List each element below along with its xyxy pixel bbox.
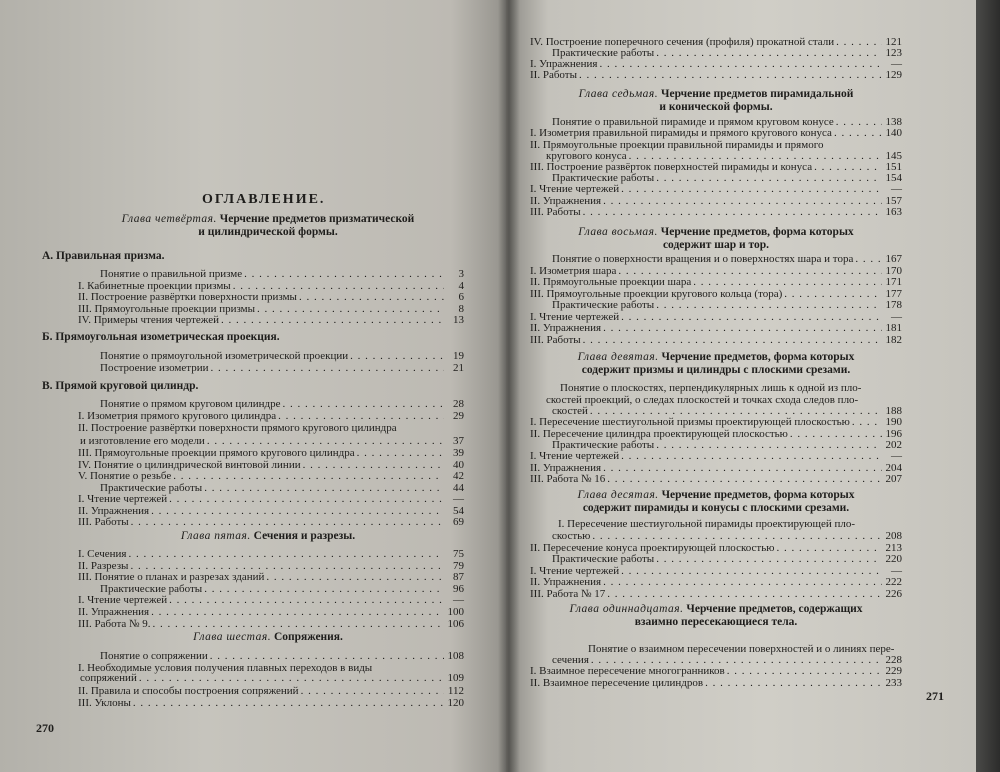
toc-entry-page: 129 — [885, 69, 902, 81]
toc-entry-title: Понятие о правильной призме — [100, 268, 243, 280]
toc-entry-title: Понятие о прямом круговом цилиндре — [100, 398, 281, 410]
toc-entry-title: II. Упражнения — [530, 461, 602, 474]
toc-entry-page: 123 — [885, 47, 902, 59]
toc-entry-title: I. Взаимное пересечение многогранников — [530, 665, 725, 678]
toc-entry-title: III. Прямоугольные проекции прямого кругового цилиндра — [78, 447, 355, 459]
toc-entry-page: 220 — [885, 553, 902, 565]
toc-row — [530, 588, 902, 601]
toc-entry-page: 39 — [453, 447, 464, 459]
toc-entry-title: II. Пересечение конуса проектирующей плоскостью — [530, 541, 775, 554]
chapter-9-heading — [530, 351, 902, 377]
toc-entry-page: 177 — [885, 287, 902, 300]
toc-entry-page: — — [453, 493, 464, 505]
chapter-4-title-line1: Черчение предметов призматической — [219, 213, 415, 225]
toc-entry-title: I. Чтение чертежей — [530, 564, 620, 577]
toc-entry-page: 228 — [885, 654, 902, 666]
chapter-5-heading — [72, 530, 464, 543]
toc-entry-title: I. Чтение чертежей — [530, 310, 620, 323]
toc-entry-title: Практические работы — [552, 172, 655, 185]
chapter-10-heading — [530, 489, 902, 515]
toc-entry-title: III. Работы — [530, 333, 581, 346]
toc-entry-title: IV. Построение поперечного сечения (профиля) прокатной стали — [530, 36, 835, 48]
toc-entry-title: II. Взаимное пересечение цилиндров — [530, 676, 704, 689]
toc-entry-title: I. Чтение чертежей — [78, 493, 168, 505]
toc-entry-page: 108 — [447, 650, 464, 662]
toc-entry-title: III. Работа № 16 — [530, 472, 606, 485]
toc-entry-page: 190 — [885, 416, 902, 429]
toc-entry-title: III. Прямоугольные проекции призмы — [78, 302, 256, 315]
dot-leader — [282, 398, 444, 411]
chapter-10-title-line2: содержит пирамиды и конусы с плоскими срезами. — [582, 502, 850, 514]
toc-row — [78, 516, 464, 529]
toc-entry-page: 13 — [453, 314, 464, 327]
toc-entry-title: Практические работы — [100, 481, 203, 494]
toc-entry-title: II. Прямоугольные проекции шара — [530, 276, 692, 288]
chapter-11-label: Глава одиннадцатая. — [569, 603, 684, 615]
page-number-right: 271 — [926, 689, 944, 703]
chapter-10-intro: I. Пересечение шестиугольной пирамиды проектирующей пло- — [558, 518, 856, 530]
toc-entry-title: I. Изометрия прямого кругового цилиндра — [78, 410, 277, 423]
toc-entry-title: II. Пересечение цилиндра проектирующей плоскостью — [530, 427, 788, 440]
toc-entry-page: 4 — [458, 279, 464, 292]
toc-entry-page: — — [891, 450, 902, 463]
toc-entry-page: 75 — [453, 548, 464, 560]
toc-entry-title: IV. Понятие о цилиндрической винтовой линии — [78, 458, 301, 471]
toc-row — [100, 398, 464, 411]
toc-entry-title: II. Работы — [530, 69, 577, 81]
toc-entry-page: 138 — [885, 116, 902, 128]
chapter-9-intro-line2: скостей проекций, о следах плоскостей и точках схода следов пло- — [546, 394, 859, 406]
toc-entry-title: II. Прямоугольные проекции правильной пирамиды и прямого — [530, 138, 824, 151]
toc-entry-page: 171 — [885, 276, 902, 288]
toc-row-continuation: сопряжений . . . 109 — [80, 672, 464, 685]
toc-entry-page: 44 — [453, 481, 464, 494]
chapter-11-title-line1: Черчение предметов, содержащих — [686, 603, 863, 615]
toc-entry-page: 121 — [885, 36, 902, 48]
toc-entry-title: I. Кабинетные проекции призмы — [78, 279, 231, 292]
toc-entry-page: 54 — [453, 504, 464, 517]
chapter-8-heading — [530, 226, 902, 252]
chapter-4-title-line2: и цилиндрической формы. — [198, 226, 338, 238]
chapter-6-label: Глава шестая. — [193, 631, 272, 643]
dot-leader — [153, 618, 444, 631]
chapter-9-intro-line1: Понятие о плоскостях, перпендикулярных лишь к одной из пло- — [560, 382, 862, 394]
chapter-9-label: Глава девятая. — [577, 351, 659, 363]
toc-entry-page: 151 — [885, 161, 902, 173]
dot-leader — [579, 69, 882, 82]
toc-entry-page: 213 — [885, 541, 902, 554]
chapter-8-title-line1: Черчение предметов, форма которых — [660, 226, 854, 238]
right-page — [506, 0, 978, 772]
toc-row — [530, 677, 902, 690]
toc-entry-page: 170 — [885, 264, 902, 277]
toc-entry-page: 21 — [453, 362, 464, 374]
toc-entry-page: 42 — [453, 470, 464, 482]
toc-entry-page: 233 — [885, 676, 902, 689]
chapter-6-title: Сопряжения. — [273, 631, 343, 643]
toc-row-continuation: кругового конуса . . . 145 — [546, 150, 902, 163]
section-a-heading: А. Правильная призма. — [42, 250, 165, 262]
toc-entry-page: 8 — [458, 302, 464, 315]
toc-entry-page: 207 — [885, 472, 902, 485]
toc-entry-title: III. Работа № 17 — [530, 587, 606, 600]
toc-entry-title: скостью — [552, 530, 591, 542]
chapter-7-heading — [530, 88, 902, 114]
toc-entry-title: I. Пересечение шестиугольной призмы проектирующей плоскостью — [530, 416, 850, 429]
toc-entry-title: II. Разрезы — [78, 559, 129, 572]
toc-entry-title: II. Упражнения — [78, 504, 150, 517]
toc-entry-title: III. Работы — [78, 516, 129, 528]
toc-entry-page: — — [891, 310, 902, 323]
toc-row-continuation: и изготовление его модели . . . 37 — [80, 435, 464, 448]
toc-entry-page: 79 — [453, 559, 464, 572]
dot-leader — [607, 588, 882, 601]
toc-entry-title: I. Упражнения — [530, 58, 598, 70]
toc-entry-page: 100 — [447, 606, 464, 618]
toc-row — [78, 422, 464, 435]
toc-entry-title: Построение изометрии — [100, 362, 209, 374]
chapter-10-title-line1: Черчение предметов, форма которых — [661, 489, 855, 501]
dot-leader — [210, 362, 444, 375]
toc-entry-page: 157 — [885, 194, 902, 207]
chapter-11-heading — [530, 603, 902, 629]
toc-title: ОГЛАВЛЕНИЕ. — [202, 192, 326, 207]
toc-entry-page: 178 — [885, 299, 902, 311]
chapter-7-title-line1: Черчение предметов пирамидальной — [661, 88, 854, 100]
chapter-8-label: Глава восьмая. — [578, 226, 658, 238]
toc-entry-page: 204 — [885, 461, 902, 474]
toc-entry-title: Практические работы — [552, 438, 655, 451]
toc-entry-page: — — [891, 564, 902, 577]
toc-row — [530, 206, 902, 219]
toc-entry-page: 167 — [885, 253, 902, 265]
toc-entry-page: 202 — [885, 438, 902, 451]
section-b-heading: Б. Прямоугольная изометрическая проекция. — [42, 331, 280, 343]
toc-entry-title: Практические работы — [552, 47, 655, 59]
toc-entry-title: III. Понятие о планах и разрезах зданий — [78, 571, 265, 584]
dot-leader — [278, 410, 444, 423]
toc-entry-title: скостей — [552, 405, 588, 417]
toc-row — [100, 362, 464, 375]
toc-entry-page: 226 — [885, 587, 902, 600]
toc-entry-page: 181 — [885, 322, 902, 334]
toc-entry-page: 208 — [885, 530, 902, 542]
toc-entry-page: 19 — [453, 350, 464, 362]
toc-entry-page: 120 — [447, 697, 464, 709]
toc-row — [78, 697, 464, 710]
dot-leader — [583, 334, 882, 347]
toc-entry-title: I. Чтение чертежей — [530, 450, 620, 463]
chapter-11-intro: Понятие о взаимном пересечении поверхностей и о линиях пере- — [588, 643, 895, 655]
toc-entry-title: III. Работа № 9. — [78, 617, 151, 630]
toc-entry-title: I. Изометрия шара — [530, 264, 617, 277]
chapter-9-title-line1: Черчение предметов, форма которых — [661, 351, 855, 363]
toc-entry-title: V. Понятие о резьбе — [78, 470, 172, 482]
toc-entry-page: 140 — [885, 127, 902, 140]
toc-entry-page: 106 — [447, 617, 464, 630]
toc-entry-page: 29 — [453, 410, 464, 423]
toc-entry-page: — — [453, 594, 464, 607]
toc-entry-page: 196 — [885, 427, 902, 440]
toc-entry-title: I. Необходимые условия получения плавных переходов в виды — [78, 662, 373, 674]
toc-entry-page: 40 — [453, 458, 464, 471]
toc-entry-page: 3 — [458, 268, 464, 280]
chapter-5-label: Глава пятая. — [180, 530, 251, 542]
toc-entry-title: II. Построение развёртки поверхности прямого кругового цилиндра — [78, 422, 397, 435]
toc-entry-page: 188 — [885, 405, 902, 417]
toc-entry-page: 154 — [885, 172, 902, 185]
toc-entry-title: III. Построение развёрток поверхностей пирамиды и конуса — [530, 161, 813, 173]
section-v-heading: В. Прямой круговой цилиндр. — [42, 380, 199, 392]
chapter-5-title: Сечения и разрезы. — [253, 530, 356, 542]
dot-leader — [705, 677, 882, 690]
toc-entry-title: IV. Примеры чтения чертежей — [78, 314, 219, 327]
toc-entry-title: II. Упражнения — [530, 322, 602, 334]
toc-entry-title: Понятие о поверхности вращения и о поверхностях шара и тора — [552, 253, 854, 265]
dot-leader — [133, 697, 444, 710]
toc-entry-page: 229 — [885, 665, 902, 678]
book-cover-edge — [976, 0, 1000, 772]
toc-entry-page: 112 — [447, 685, 464, 697]
toc-row — [530, 334, 902, 347]
chapter-10-label: Глава десятая. — [577, 489, 659, 501]
toc-entry-page: 87 — [453, 571, 464, 584]
chapter-6-heading — [72, 631, 464, 644]
toc-entry-page: 6 — [458, 291, 464, 304]
toc-entry-title: II. Построение развёртки поверхности призмы — [78, 291, 297, 304]
dot-leader — [131, 516, 444, 529]
toc-row — [78, 618, 464, 631]
page-number-left: 270 — [36, 721, 54, 735]
book-spine-shadow — [498, 0, 520, 772]
toc-entry-title: Понятие о прямоугольной изометрической проекции — [100, 350, 349, 362]
toc-entry-title: III. Прямоугольные проекции кругового кольца (тора) — [530, 287, 783, 300]
toc-row — [78, 410, 464, 423]
toc-entry-title: I. Чтение чертежей — [78, 594, 168, 607]
toc-row — [78, 314, 464, 327]
toc-entry-title: II. Упражнения — [530, 576, 602, 588]
toc-entry-page — [446, 422, 464, 435]
chapter-7-title-line2: и конической формы. — [659, 101, 773, 113]
chapter-4-label: Глава четвёртая. — [121, 213, 217, 225]
toc-entry-title: сечения — [552, 654, 589, 666]
toc-entry-title: Практические работы — [552, 299, 655, 311]
chapter-7-label: Глава седьмая. — [578, 88, 659, 100]
toc-entry-page: 96 — [453, 582, 464, 595]
toc-entry-title: I. Изометрия правильной пирамиды и прямого кругового конуса — [530, 127, 832, 140]
toc-entry-title: Понятие о правильной пирамиде и прямом круговом конусе — [552, 116, 834, 128]
chapter-11-title-line2: взаимно пересекающиеся тела. — [634, 616, 798, 628]
toc-entry-page: 163 — [885, 205, 902, 218]
toc-entry-title: III. Уклоны — [78, 697, 131, 709]
toc-entry-title: II. Упражнения — [78, 606, 150, 618]
toc-entry-title: I. Чтение чертежей — [530, 183, 620, 196]
toc-entry-title: Понятие о сопряжении — [100, 650, 208, 662]
toc-entry-page: 182 — [885, 333, 902, 346]
toc-entry-title: II. Упражнения — [530, 194, 602, 207]
toc-entry-page: 69 — [453, 516, 464, 528]
toc-entry-title: III. Работы — [530, 205, 581, 218]
toc-entry-title: Практические работы — [100, 582, 203, 595]
chapter-8-title-line2: содержит шар и тор. — [662, 239, 770, 251]
toc-entry-page: 28 — [453, 398, 464, 410]
chapter-4-heading — [72, 213, 464, 239]
toc-entry-title: Практические работы — [552, 553, 655, 565]
toc-entry-page: 222 — [885, 576, 902, 588]
toc-entry-page: — — [891, 58, 902, 70]
dot-leader — [607, 473, 882, 486]
toc-entry-page: — — [891, 183, 902, 196]
dot-leader — [221, 314, 444, 327]
toc-entry-title: I. Сечения — [78, 548, 127, 560]
dot-leader — [583, 206, 882, 219]
toc-entry-title: II. Правила и способы построения сопряжений — [78, 685, 299, 697]
toc-row — [530, 473, 902, 486]
chapter-9-title-line2: содержит призмы и цилиндры с плоскими срезами. — [581, 364, 851, 376]
toc-row — [530, 69, 902, 82]
